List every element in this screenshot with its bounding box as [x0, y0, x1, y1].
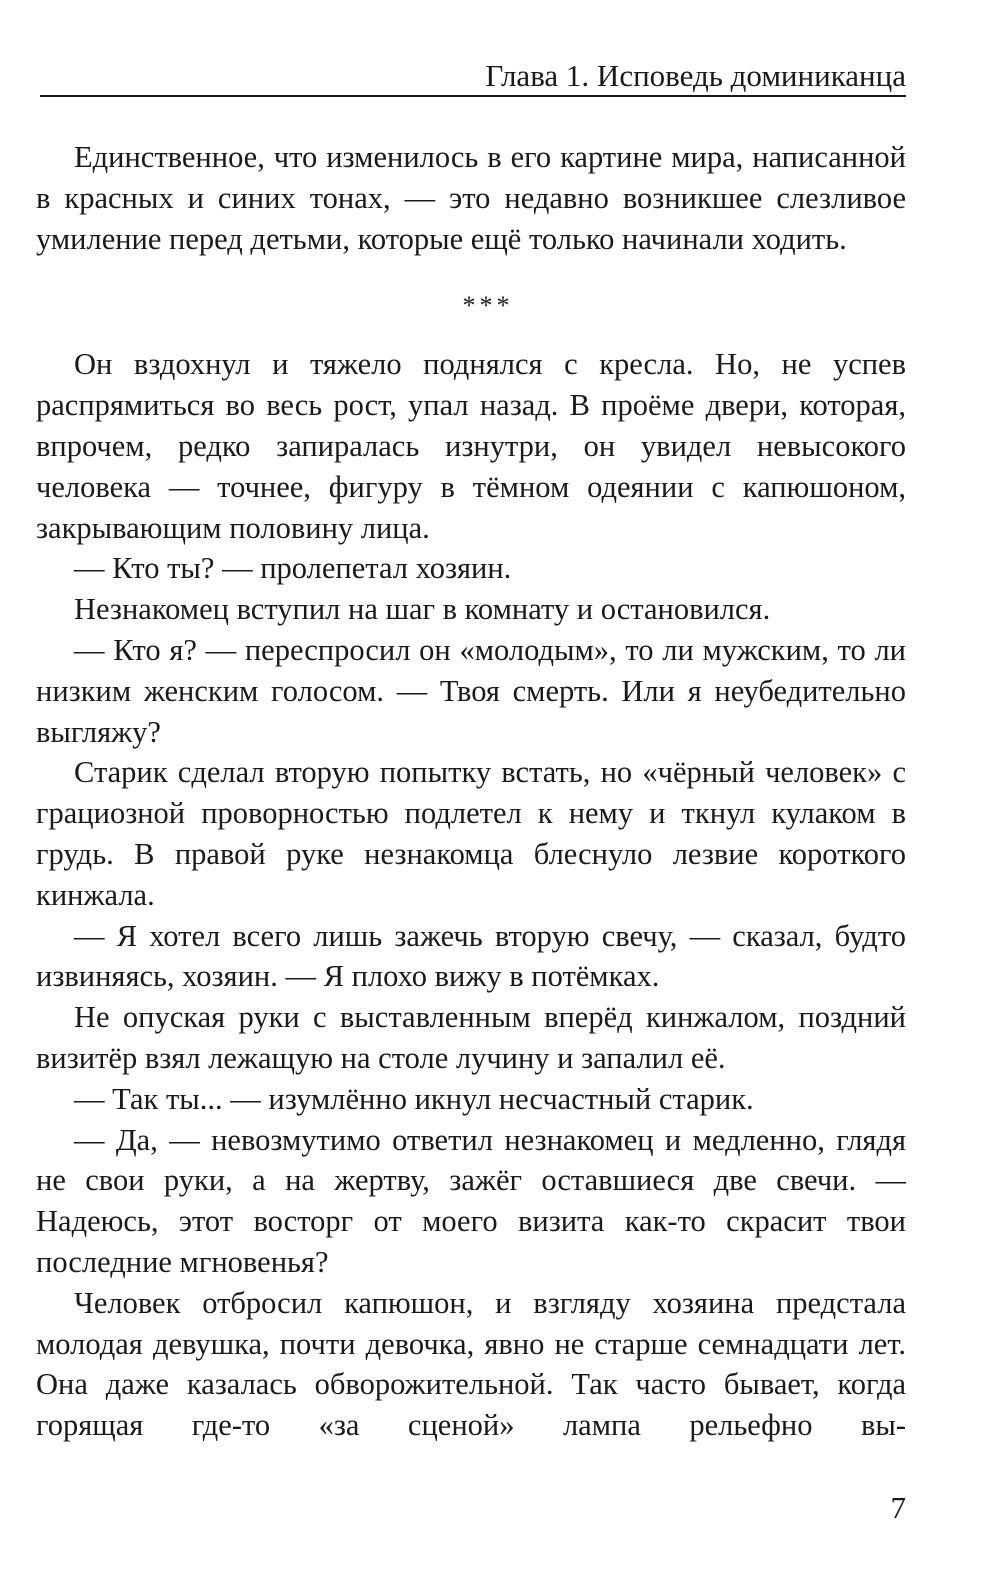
paragraph: Незнакомец вступил на шаг в комнату и остановился.: [74, 592, 771, 627]
paragraph: — Так ты... — изумлённо икнул несчастный старик.: [74, 1081, 754, 1116]
paragraph: Не опуская руки с выставленным вперёд кинжалом, поздний визитёр взял лежащую на столе лучину и запалил её.: [36, 1000, 906, 1075]
paragraph: — Кто я? — переспросил он «молодым», то ли мужским, то ли низким женским голосом. — Твоя смерть. Или я неубедительно выгляжу?: [36, 632, 906, 749]
body-text: [36, 137, 906, 1446]
running-head: Глава 1. Исповедь доминиканца: [485, 58, 906, 93]
paragraph: Старик сделал вторую попытку встать, но «чёрный человек» с грациозной проворностью подлетел к нему и ткнул кулаком в грудь. В правой руке незнакомца блеснуло лезвие короткого кинжала.: [36, 755, 906, 912]
paragraph: Единственное, что изменилось в его картине мира, написанной в красных и синих тонах, — это недавно возникшее слезливое умиление перед детьми, которые ещё только начинали ходить.: [36, 140, 906, 256]
paragraph: — Я хотел всего лишь зажечь вторую свечу, — сказал, будто извиняясь, хозяин. — Я плохо вижу в потёмках.: [36, 918, 906, 994]
header-rule: [40, 95, 906, 97]
section-break: ***: [462, 291, 514, 321]
page-number: 7: [890, 1490, 906, 1525]
paragraph: — Да, — невозмутимо ответил незнакомец и медленно, глядя не свои руки, а на жертву, зажёг оставшиеся две свечи. — Надеюсь, этот восторг от моего визита как-то скрасит твои последние мгновенья?: [36, 1122, 906, 1279]
paragraph: Он вздохнул и тяжело поднялся с кресла. Но, не успев распрямиться во весь рост, упал назад. В проёме двери, которая, впрочем, редко запиралась изнутри, он увидел невысокого человека — точнее, фигуру в тёмном одеянии с капюшоном, закрывающим половину лица.: [36, 347, 906, 545]
paragraph: Человек отбросил капюшон, и взгляду хозяина предстала молодая девушка, почти девочка, явно не старше семнадцати лет. Она даже казалась обворожительной. Так часто бывает, когда горящая где-то «за сценой» лампа рельефно вы-: [36, 1285, 906, 1443]
paragraph: — Кто ты? — пролепетал хозяин.: [74, 551, 512, 586]
